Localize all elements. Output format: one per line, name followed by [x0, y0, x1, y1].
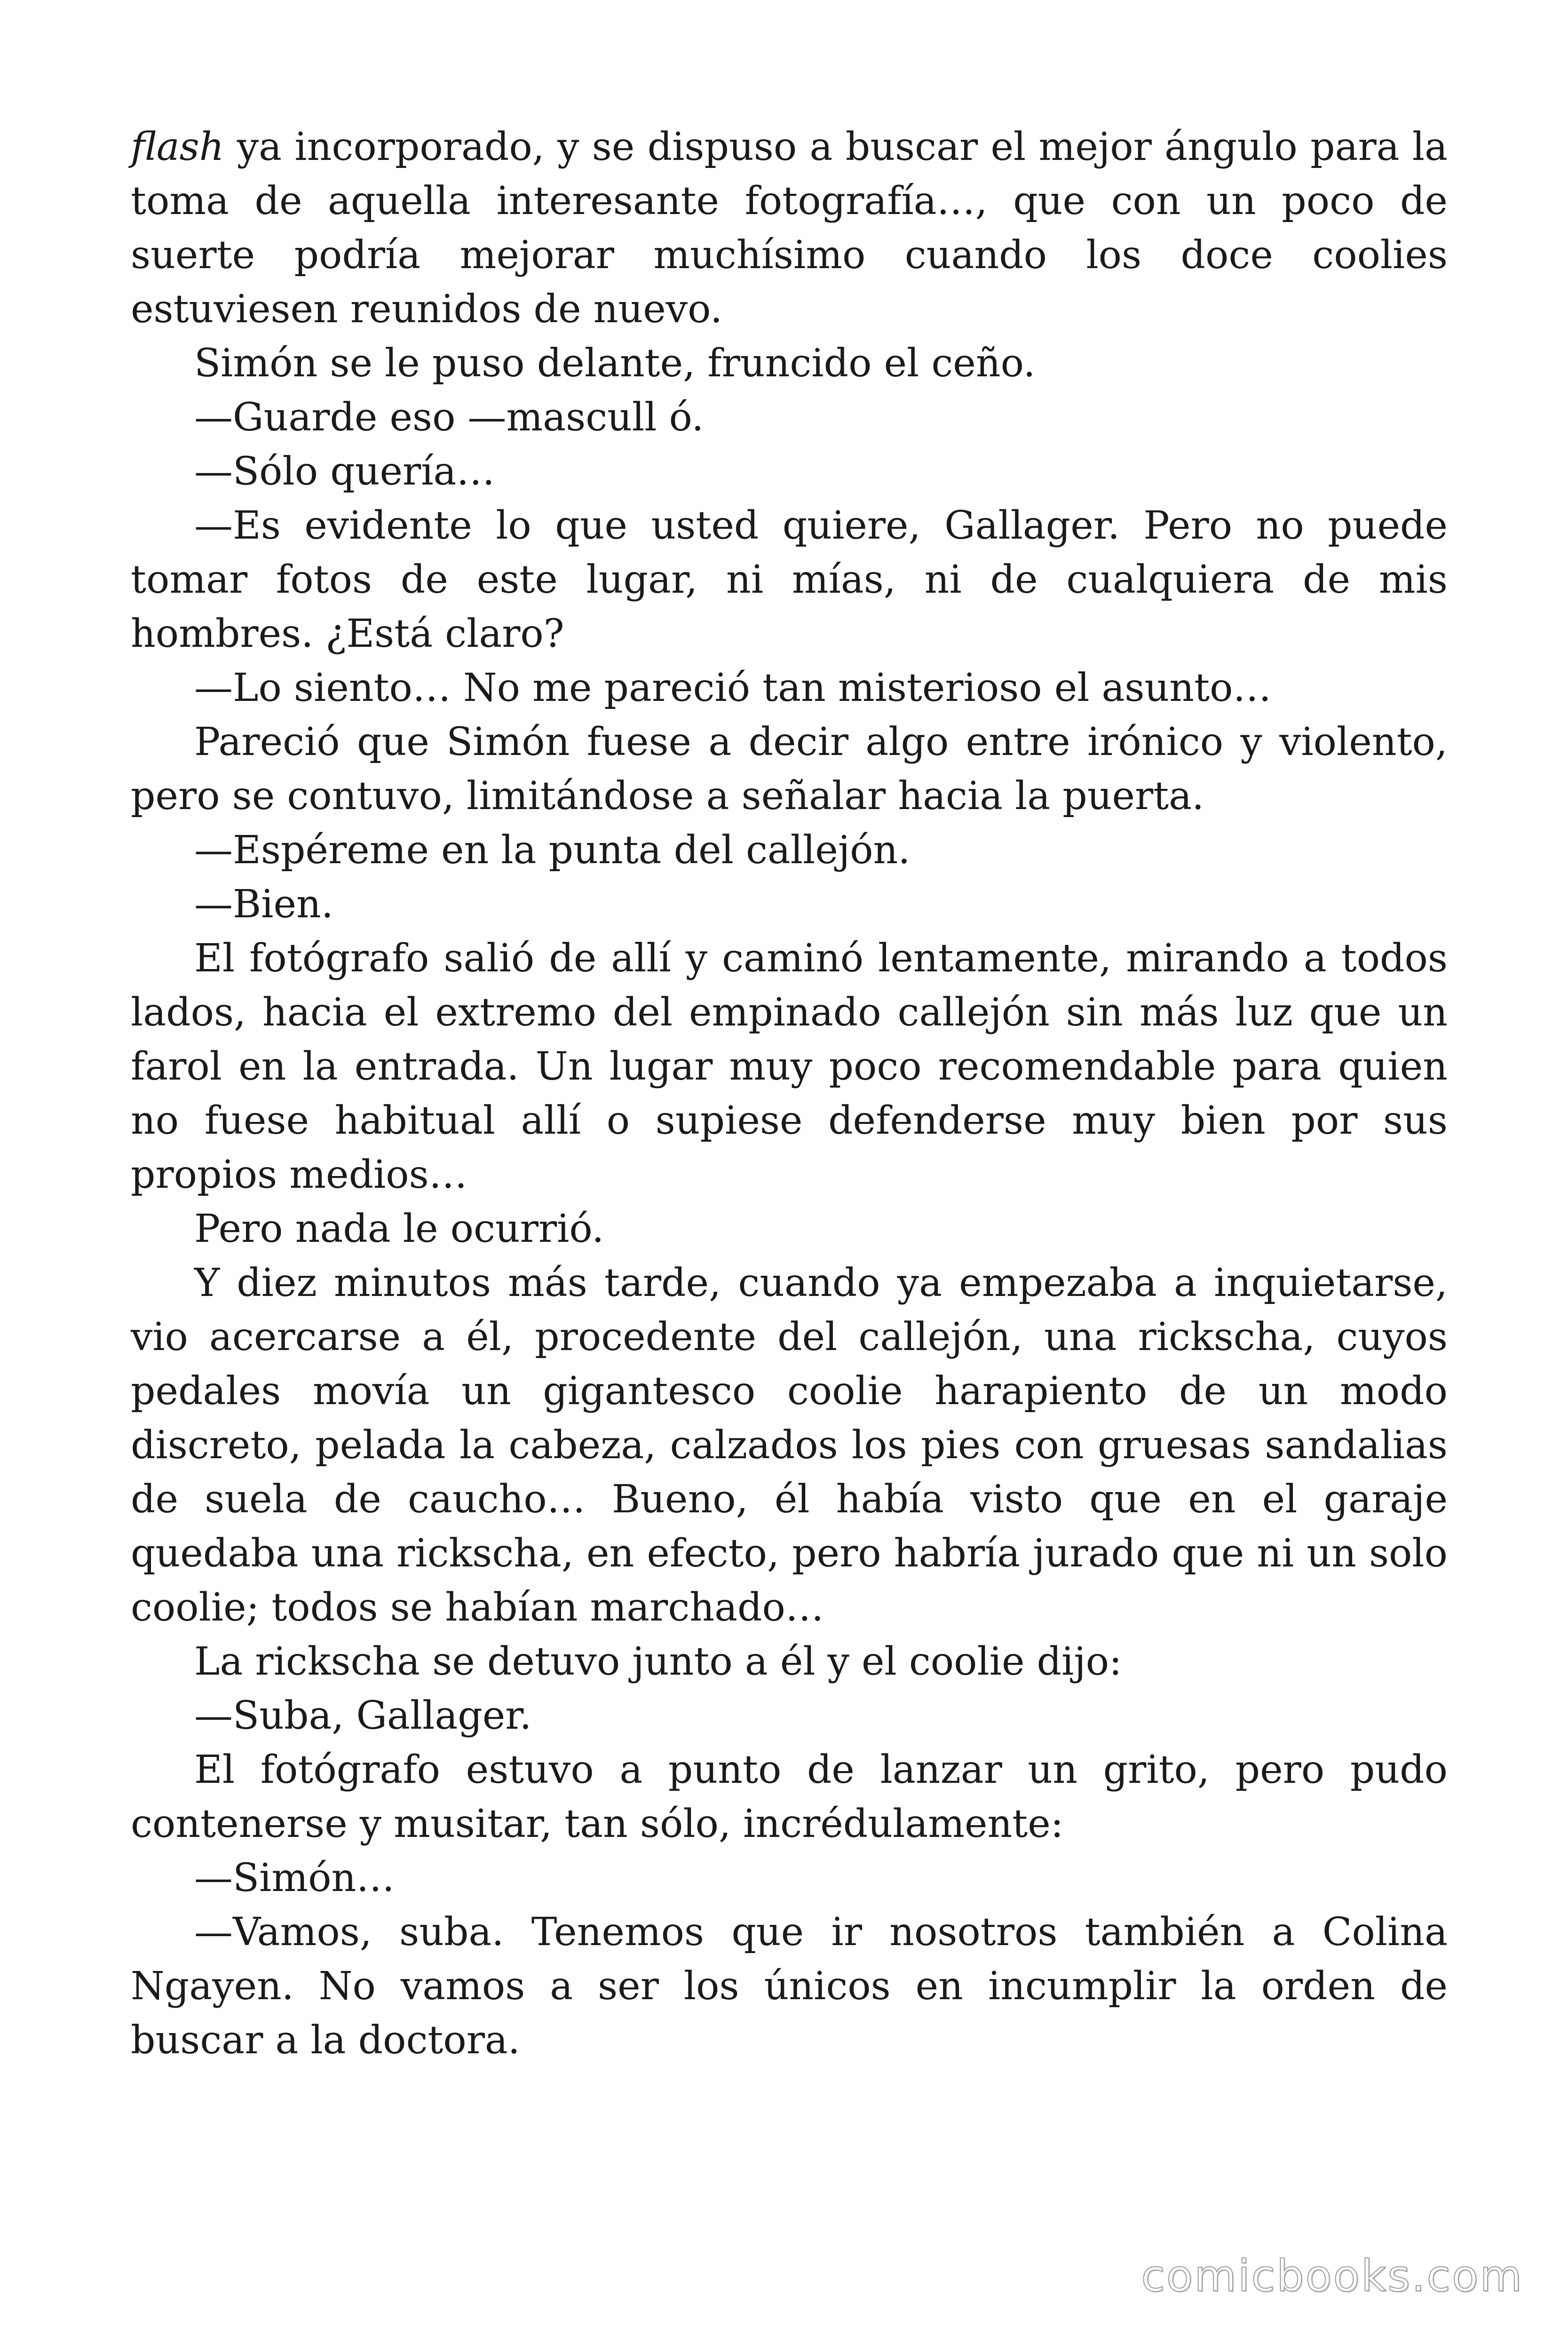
paragraph: —Guarde eso —mascull ó.	[194, 395, 704, 440]
paragraph: —Simón…	[194, 1856, 395, 1900]
paragraph: La rickscha se detuvo junto a él y el coolie dijo:	[194, 1639, 1122, 1684]
paragraph: —Lo siento… No me pareció tan misterioso el asunto…	[194, 666, 1272, 710]
page-body	[131, 120, 1448, 2067]
italic-lead-word: flash	[131, 125, 224, 169]
paragraph: —Espéreme en la punta del callejón.	[194, 828, 911, 873]
paragraph: —Es evidente lo que usted quiere, Gallager. Pero no puede tomar fotos de este lugar, ni mías, ni de cualquiera de mis hombres. ¿Está claro?	[131, 503, 1448, 656]
paragraph: Pareció que Simón fuese a decir algo entre irónico y violento, pero se contuvo, limitándose a señalar hacia la puerta.	[131, 720, 1448, 818]
paragraph: —Vamos, suba. Tenemos que ir nosotros también a Colina Ngayen. No vamos a ser los únicos en incumplir la orden de buscar a la doctora.	[131, 1910, 1448, 2063]
watermark: comicbooks.com	[1141, 2251, 1523, 2301]
paragraph	[131, 120, 1448, 336]
paragraph: —Suba, Gallager.	[194, 1693, 532, 1738]
paragraph: El fotógrafo estuvo a punto de lanzar un grito, pero pudo contenerse y musitar, tan sólo, incrédulamente:	[131, 1748, 1448, 1846]
paragraph: Y diez minutos más tarde, cuando ya empezaba a inquietarse, vio acercarse a él, procedente del callejón, una rickscha, cuyos pedales movía un gigantesco coolie harapiento de un modo discreto, pelada la cabeza, calzados los pies con gruesas sandalias de suela de caucho… Bueno, él había visto que en el garaje quedaba una rickscha, en efecto, pero habría jurado que ni un solo coolie; todos se habían marchado…	[131, 1261, 1448, 1630]
paragraph: —Sólo quería…	[194, 449, 495, 494]
paragraph: Simón se le puso delante, fruncido el ceño.	[194, 341, 1036, 386]
paragraph-text: ya incorporado, y se dispuso a buscar el mejor ángulo para la toma de aquella interesante fotografía…, que con un poco de suerte podría mejorar muchísimo cuando los doce coolies estuviesen reunidos de nuevo.	[131, 125, 1448, 332]
paragraph: El fotógrafo salió de allí y caminó lentamente, mirando a todos lados, hacia el extremo del empinado callejón sin más luz que un farol en la entrada. Un lugar muy poco recomendable para quien no fuese habitual allí o supiese defenderse muy bien por sus propios medios…	[131, 936, 1448, 1197]
paragraph: —Bien.	[194, 882, 333, 927]
paragraph: Pero nada le ocurrió.	[194, 1207, 604, 1251]
